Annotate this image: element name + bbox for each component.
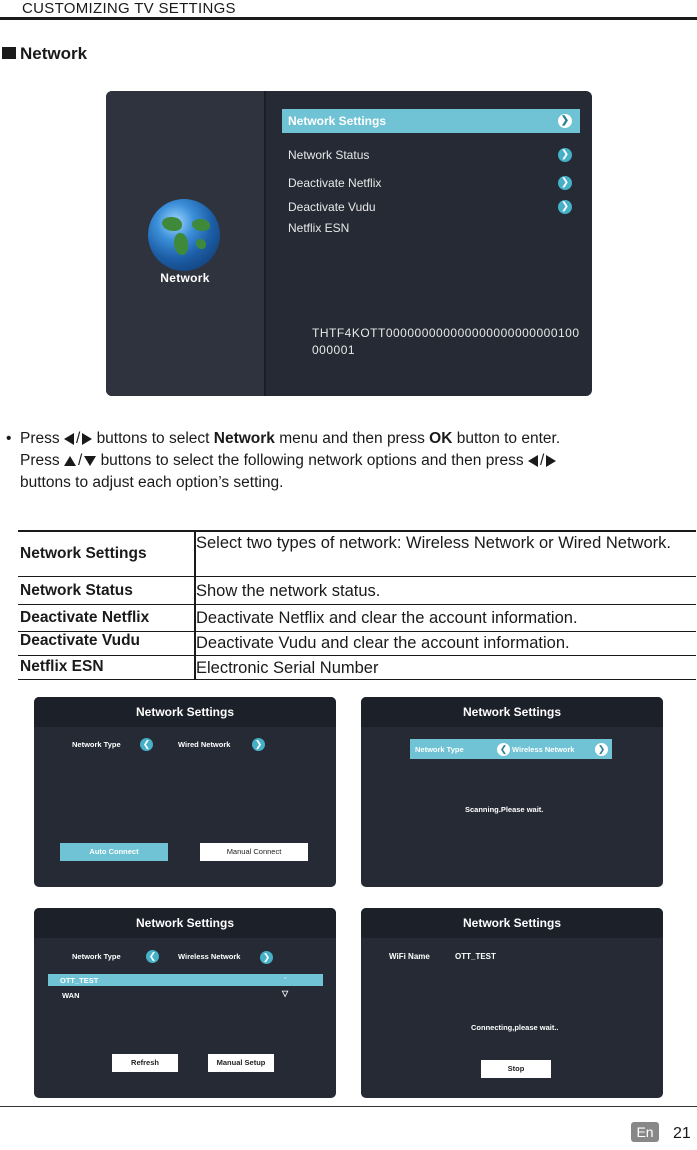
text: Press <box>20 452 60 469</box>
instruction-line-2 <box>20 450 556 472</box>
manual-setup-button[interactable]: Manual Setup <box>208 1054 274 1072</box>
table-value: Deactivate Netflix and clear the account information. <box>196 609 578 627</box>
wifi-signal-icon: ▽ <box>282 989 289 998</box>
manual-connect-button[interactable]: Manual Connect <box>200 843 308 861</box>
auto-connect-button[interactable]: Auto Connect <box>60 843 168 861</box>
menu-item-label: Deactivate Vudu <box>288 200 376 214</box>
right-arrow-icon <box>546 455 556 467</box>
table-key: Netflix ESN <box>20 658 104 675</box>
left-arrow-icon <box>528 455 538 467</box>
stop-button[interactable]: Stop <box>481 1060 551 1078</box>
table-value: Electronic Serial Number <box>196 659 379 677</box>
network-type-value: Wireless Network <box>512 745 575 754</box>
network-type-value: Wired Network <box>178 740 231 749</box>
network-type-label: Network Type <box>72 740 121 749</box>
bold-network: Network <box>213 430 275 447</box>
slash: / <box>75 430 81 447</box>
chevron-right-icon: ❯ <box>558 148 572 162</box>
table-row <box>18 577 696 605</box>
bullet: • <box>6 430 12 447</box>
globe-icon <box>148 199 220 271</box>
table-row <box>18 656 696 680</box>
panel-wireless-scanning <box>361 697 663 887</box>
left-arrow-icon <box>64 433 74 445</box>
wifi-name-label: WiFi Name <box>389 952 430 961</box>
panel-connecting <box>361 908 663 1098</box>
text: buttons to select <box>96 430 210 447</box>
lock-icon: ◦ <box>284 975 287 982</box>
panel-wireless-list <box>34 908 336 1098</box>
table-value: Show the network status. <box>196 582 381 600</box>
table-row <box>18 530 696 577</box>
panel-title: Network Settings <box>34 908 336 938</box>
header-divider <box>0 17 697 20</box>
bold-ok: OK <box>429 430 453 447</box>
wifi-name-value: OTT_TEST <box>455 952 496 961</box>
table-value: Select two types of network: Wireless Network or Wired Network. <box>196 534 671 552</box>
chevron-right-icon: ❯ <box>558 114 572 128</box>
page-header-title: CUSTOMIZING TV SETTINGS <box>22 0 236 17</box>
text: menu and then press <box>279 430 425 447</box>
menu-item-network-settings[interactable] <box>282 109 580 133</box>
section-marker <box>2 47 16 59</box>
table-key: Network Settings <box>20 545 147 562</box>
section-title: Network <box>20 44 88 63</box>
network-type-label: Network Type <box>72 952 121 961</box>
text: Press <box>20 430 60 447</box>
network-icon-label: Network <box>160 271 210 285</box>
chevron-right-icon: ❯ <box>558 176 572 190</box>
instruction-line-3: buttons to adjust each option’s setting. <box>20 474 284 491</box>
table-value: Deactivate Vudu and clear the account information. <box>196 634 570 652</box>
scanning-status: Scanning.Please wait. <box>465 805 544 814</box>
menu-item-label: Network Status <box>288 148 370 162</box>
table-row <box>18 605 696 632</box>
network-menu-screenshot <box>106 91 592 396</box>
table-key: Deactivate Vudu <box>20 632 141 649</box>
menu-item-label: Deactivate Netflix <box>288 176 382 190</box>
screen-pane-divider <box>264 91 266 396</box>
refresh-button[interactable]: Refresh <box>112 1054 178 1072</box>
wifi-ssid: WAN <box>62 991 80 1000</box>
menu-item-label: Netflix ESN <box>288 221 350 235</box>
panel-title: Network Settings <box>361 908 663 938</box>
network-type-label: Network Type <box>415 745 464 754</box>
language-badge: En <box>631 1122 659 1142</box>
instruction-line-1 <box>20 428 560 450</box>
table-key: Network Status <box>20 582 133 599</box>
chevron-right-icon[interactable]: ❯ <box>252 738 265 751</box>
menu-item-label: Network Settings <box>288 114 387 128</box>
panel-wired-network <box>34 697 336 887</box>
menu-item-netflix-esn[interactable] <box>282 216 580 240</box>
slash: / <box>77 452 83 469</box>
up-arrow-icon <box>64 456 76 466</box>
esn-value: THTF4KOTT000000000000000000000000100000001 <box>312 326 580 357</box>
wifi-ssid: OTT_TEST <box>60 976 99 985</box>
table-key: Deactivate Netflix <box>20 609 150 626</box>
network-type-value: Wireless Network <box>178 952 241 961</box>
menu-item-deactivate-netflix[interactable] <box>282 171 580 195</box>
table-row <box>18 632 696 656</box>
footer-divider <box>0 1106 697 1107</box>
right-arrow-icon <box>82 433 92 445</box>
page-number: 21 <box>673 1125 691 1142</box>
chevron-right-icon[interactable]: ❯ <box>595 743 608 756</box>
slash: / <box>539 452 545 469</box>
chevron-left-icon[interactable]: ❮ <box>497 743 510 756</box>
text: buttons to select the following network options and then press <box>100 452 524 469</box>
chevron-left-icon[interactable]: ❮ <box>146 950 159 963</box>
text: button to enter. <box>456 430 561 447</box>
panel-title: Network Settings <box>34 697 336 727</box>
panel-title: Network Settings <box>361 697 663 727</box>
chevron-right-icon: ❯ <box>558 200 572 214</box>
down-arrow-icon <box>84 456 96 466</box>
menu-item-network-status[interactable] <box>282 143 580 167</box>
connecting-status: Connecting,please wait.. <box>471 1023 559 1032</box>
chevron-left-icon[interactable]: ❮ <box>140 738 153 751</box>
chevron-right-icon[interactable]: ❯ <box>260 951 273 964</box>
